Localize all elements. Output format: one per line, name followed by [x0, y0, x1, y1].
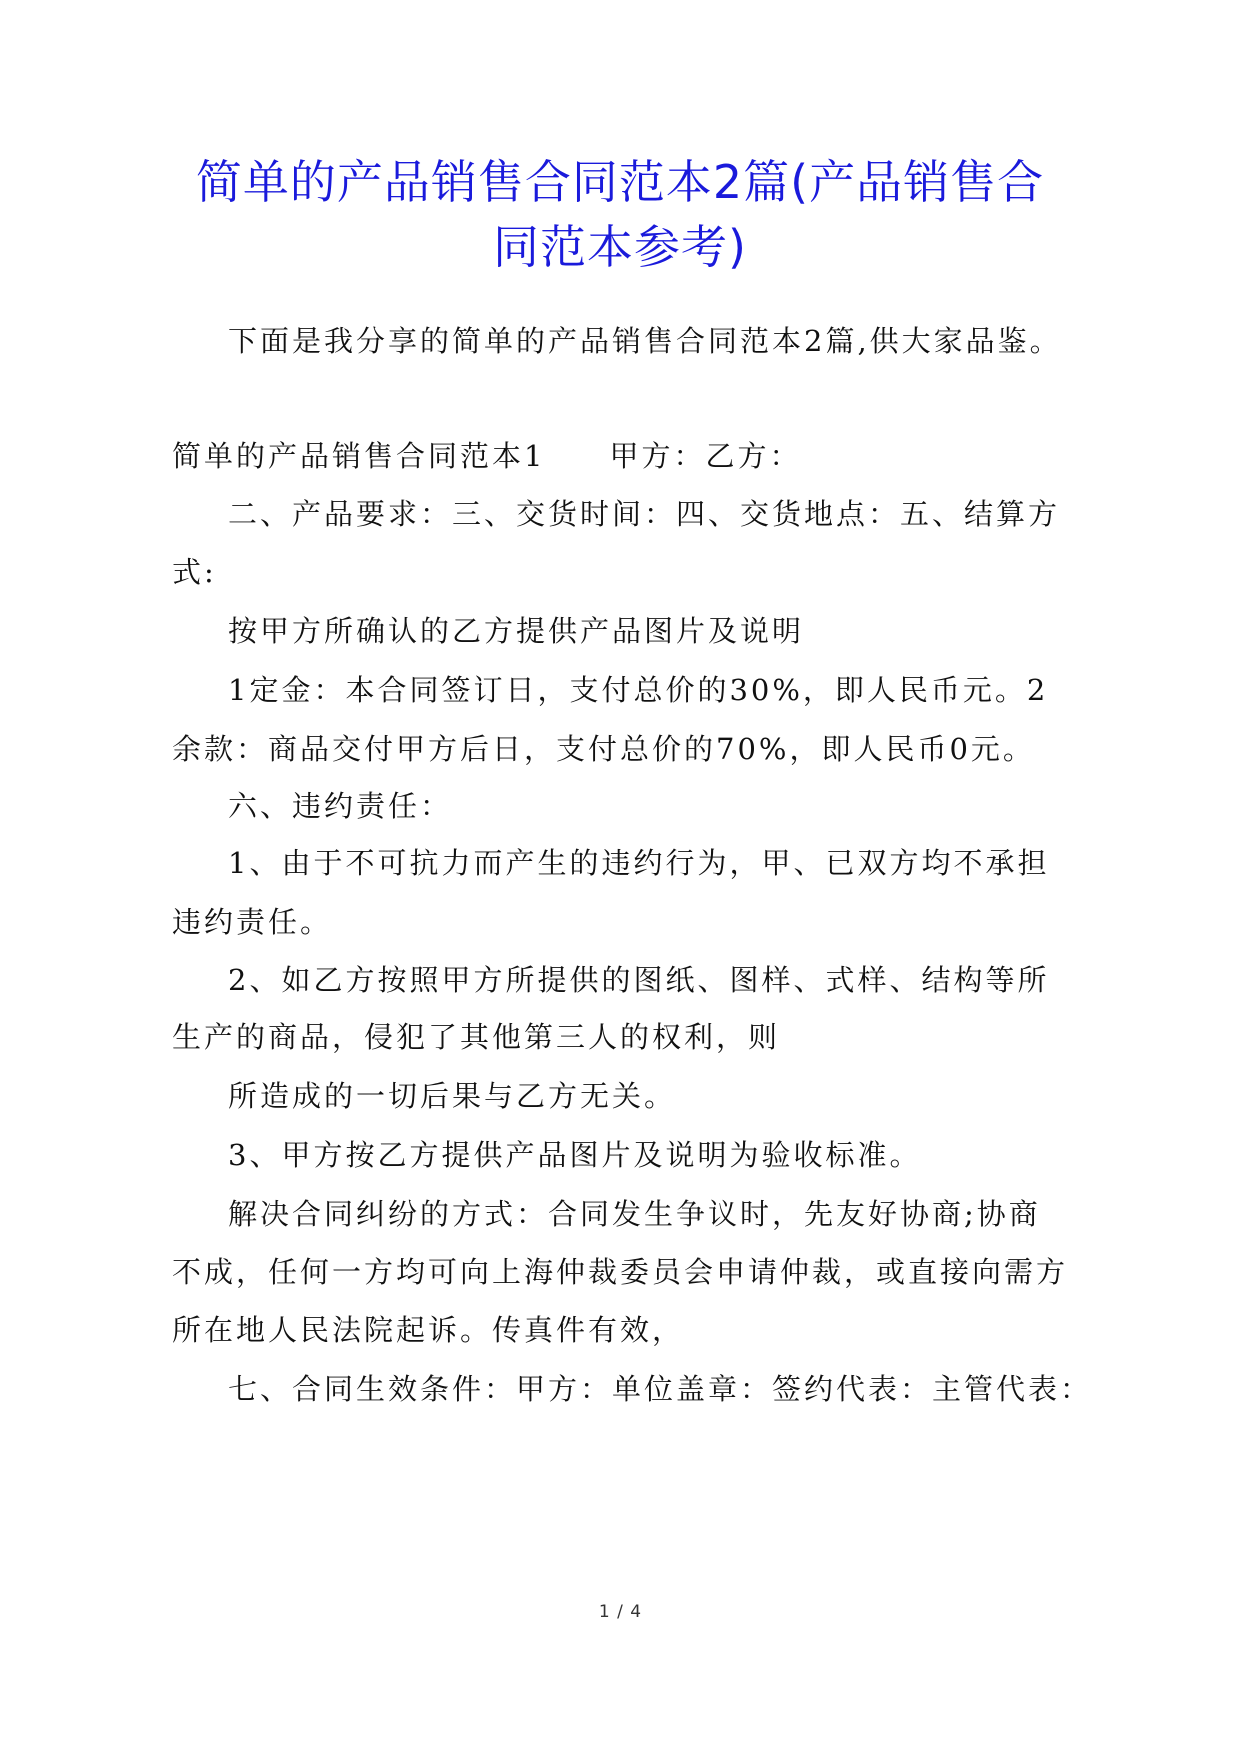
body-line: 生产的商品，侵犯了其他第三人的权利，则 — [172, 1020, 781, 1054]
body-line: 所在地人民法院起诉。传真件有效， — [172, 1313, 685, 1347]
body-line: 3、甲方按乙方提供产品图片及说明为验收标准。 — [228, 1138, 922, 1172]
document-title-line-1: 简单的产品销售合同范本2篇(产品销售合 — [195, 155, 1045, 209]
body-line: 简单的产品销售合同范本1 甲方：乙方： — [172, 439, 802, 473]
body-line: 解决合同纠纷的方式：合同发生争议时，先友好协商;协商 — [228, 1197, 1041, 1231]
document-title-line-2: 同范本参考) — [493, 220, 747, 274]
intro-paragraph: 下面是我分享的简单的产品销售合同范本2篇,供大家品鉴。 — [228, 324, 1062, 358]
body-line: 违约责任。 — [172, 905, 333, 939]
body-line: 所造成的一切后果与乙方无关。 — [228, 1079, 677, 1113]
body-line: 1、由于不可抗力而产生的违约行为，甲、已双方均不承担 — [228, 846, 1050, 880]
body-line: 不成，任何一方均可向上海仲裁委员会申请仲裁，或直接向需方 — [172, 1255, 1069, 1289]
body-line: 式: — [172, 555, 217, 589]
body-line: 二、产品要求：三、交货时间：四、交货地点：五、结算方 — [228, 497, 1061, 531]
body-line: 按甲方所确认的乙方提供产品图片及说明 — [228, 614, 805, 648]
body-line: 2、如乙方按照甲方所提供的图纸、图样、式样、结构等所 — [228, 963, 1050, 997]
page-number: 1 / 4 — [598, 1602, 643, 1622]
body-line: 七、合同生效条件：甲方：单位盖章：签约代表：主管代表： — [228, 1372, 1093, 1406]
body-line: 1定金：本合同签订日，支付总价的30%，即人民币元。2 — [228, 673, 1049, 707]
body-line: 余款：商品交付甲方后日，支付总价的70%，即人民币0元。 — [172, 732, 1035, 766]
body-line: 六、违约责任： — [228, 789, 453, 823]
